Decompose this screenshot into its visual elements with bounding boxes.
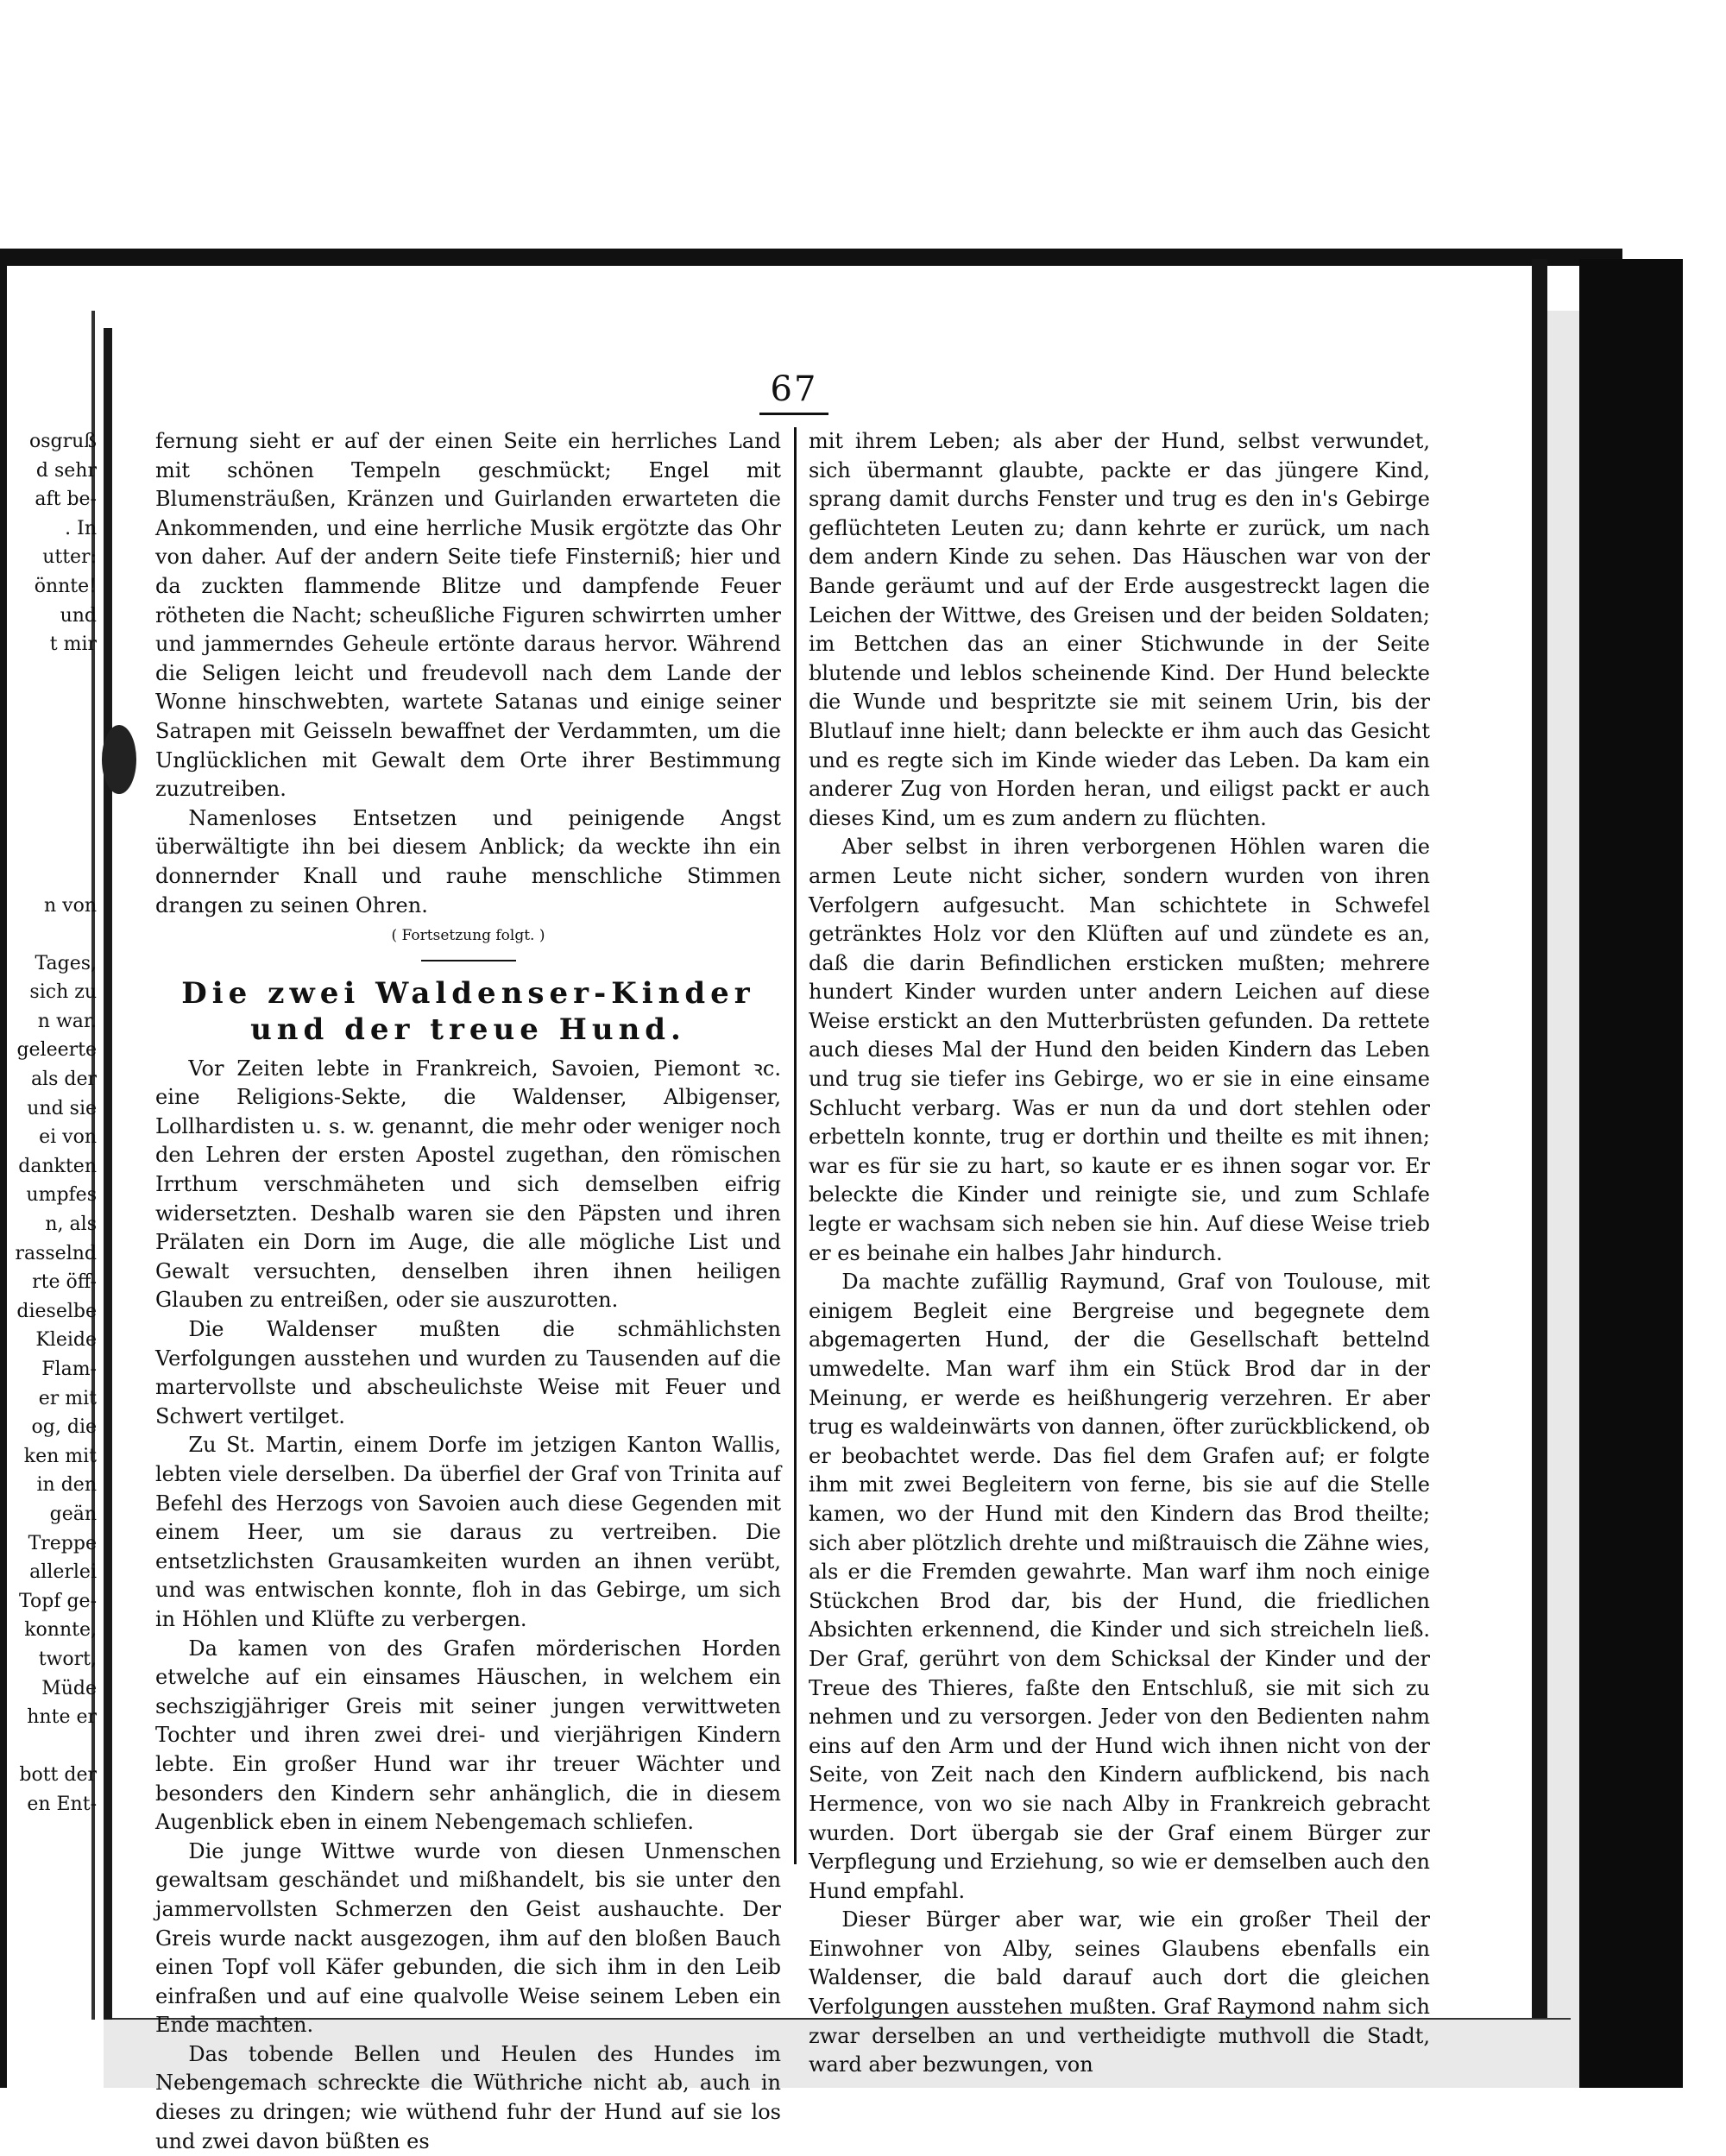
- left-page-fragment-line: Müde: [41, 1677, 97, 1699]
- left-page-fragment-line: Kleide: [35, 1329, 97, 1352]
- scan-top-border: [0, 249, 1622, 266]
- left-page-fragment-line: dankten: [18, 1155, 97, 1177]
- left-page-fragment-line: konnte,: [24, 1619, 97, 1642]
- section-divider: [421, 960, 516, 961]
- ink-blot: [102, 725, 136, 794]
- left-page-fragment-line: Tages,: [35, 952, 97, 974]
- left-page-fragment-line: osgruß: [29, 431, 97, 452]
- paragraph: Dieser Bürger aber war, wie ein großer Theil der Einwohner von Alby, seines Glaubens ebenfalls ein Waldenser, die bald darauf auch dort die gleichen Verfolgungen ausstehen mußten. Graf Raymond nahm sich zwar derselben an und vertheidigte muthvoll die Stadt, ward aber bezwungen, von: [809, 1907, 1430, 2077]
- article-title: Die zwei Waldenser-Kinder und der treue Hund.: [181, 975, 755, 1047]
- left-page-fragment-line: en Ent-: [27, 1793, 97, 1815]
- left-page-fragment-line: [7, 920, 97, 949]
- left-page-fragment-line: og, die: [31, 1416, 97, 1439]
- left-page-fragment-line: [7, 688, 97, 717]
- left-page-fragment-line: [7, 747, 97, 776]
- paragraph: Da machte zufällig Raymund, Graf von Toulouse, mit einigem Begleit eine Bergreise und begegnete dem abgemagerten Hund, der die Gesellschaft bettelnd umwedelte. Man warf ihm ein Stück Brod dar in der Meinung, er werde es heißhungerig verzehren. Er aber trug es waldeinwärts von dannen, öfter zurückblickend, ob er beobachtet werde. Das fiel dem Grafen auf; er folgte ihm mit zwei Begleitern von ferne, bis sie auf die Stelle kamen, wo der Hund mit den Kindern das Brod theilte; sich aber plötzlich drehte und mißtrauisch die Zähne wies, als er die Fremden gewahrte. Man warf ihm noch einige Stückchen Brod dar, bis der Hund, die friedlichen Absichten erkennend, die Kinder und sich streicheln ließ. Der Graf, gerührt von dem Schicksal der Kinder und der Treue des Thieres, faßte den Entschluß, sie mit sich zu nehmen und zu versorgen. Jeder von den Bedienten nahm eins auf den Arm und der Hund wich ihnen nicht von der Seite, von Zeit nach den Kindern aufblickend, bis nach Hermence, von wo sie nach Alby in Frankreich gebracht wurden. Dort übergab sie der Graf einem Bürger zur Verpflegung und Erziehung, so wie er demselben auch den Hund empfahl.: [809, 1270, 1430, 1903]
- paragraph: Die Waldenser mußten die schmählichsten Verfolgungen ausstehen und wurden zu Tausenden auf die martervollste und abscheulichste Weise mit Feuer und Schwert vertilget.: [155, 1317, 781, 1428]
- left-page-fragment-line: . In: [65, 517, 97, 539]
- left-page-fragment-line: önnte!: [34, 575, 97, 597]
- paragraph: Da kamen von des Grafen mörderischen Horden etwelche auf ein einsames Häuschen, in welchem ein sechszigjähriger Greis mit seiner jungen verwittweten Tochter und ihren zwei drei- und vierjährigen Kindern lebte. Ein großer Hund war ihr treuer Wächter und besonders den Kindern sehr anhänglich, die in diesem Augenblick eben in einem Nebengemach schliefen.: [155, 1636, 781, 1835]
- paragraph: Das tobende Bellen und Heulen des Hundes im Nebengemach schreckte die Wüthriche nicht ab, auch in dieses zu dringen; wie wüthend fuhr der Hund auf sie los und zwei davon büßten es: [155, 2041, 781, 2153]
- left-page-fragment-line: [7, 659, 97, 689]
- left-page-fragment-line: geän: [49, 1503, 97, 1525]
- left-page-fragment-line: bott der: [19, 1764, 97, 1787]
- left-page-fragment-line: in den: [36, 1474, 97, 1497]
- page-edge-shadow: [1547, 311, 1579, 2088]
- left-page-fragment-line: t mir: [49, 634, 97, 656]
- left-page-fragment-line: rasselnd: [15, 1242, 97, 1264]
- left-column: [155, 427, 781, 2156]
- left-page-fragment-line: sich zu: [29, 981, 97, 1004]
- left-page-fragment-line: und: [60, 604, 97, 627]
- left-page-fragment-line: [7, 862, 97, 892]
- paragraph: Zu St. Martin, einem Dorfe im jetzigen Kanton Wallis, lebten viele derselben. Da überfiel der Graf von Trinita auf Befehl des Herzogs von Savoien auch diese Gegenden mit einem Heer, um sie daraus zu vertreiben. Die entsetzlichsten Grausamkeiten wurden an ihnen verübt, und was entwischen konnte, floh in das Gebirge, um sich in Höhlen und Klüfte zu verbergen.: [155, 1433, 781, 1631]
- paragraph: Aber selbst in ihren verborgenen Höhlen waren die armen Leute nicht sicher, sondern wurden von ihren Verfolgern aufgesucht. Man schichtete in Schwefel getränktes Holz vor den Klüften auf und zündete es an, daß die darin Befindlichen ersticken mußten; mehrere hundert Kinder wurden unter andern Leichen auf diese Weise erstickt an den Mutterbrüsten gefunden. Da rettete auch dieses Mal der Hund den beiden Kindern das Leben und trug sie tiefer ins Gebirge, wo er sie in eine einsame Schlucht verbarg. Was er nun da und dort stehlen oder erbetteln konnte, trug er dorthin und theilte es mit ihnen; war es für sie zu hart, so kaute er es ihnen sogar vor. Er beleckte die Kinder und reinigte sie, und zum Schlafe legte er wachsam sich neben sie hin. Auf diese Weise trieb er es beinahe ein halbes Jahr hindurch.: [809, 835, 1430, 1265]
- column-divider: [794, 427, 797, 1864]
- left-page-fragment-line: ken mit: [23, 1445, 97, 1467]
- left-page-fragment-line: [7, 775, 97, 804]
- left-page-fragment-line: rte öff-: [32, 1271, 97, 1294]
- paragraph: fernung sieht er auf der einen Seite ein herrliches Land mit schönen Tempeln geschmückt; Engel mit Blumensträußen, Kränzen und Guirlanden erwarteten die Ankommenden, und eine herrliche Musik ergötzte das Ohr von daher. Auf der andern Seite tiefe Finsterniß; hier und da zuckten flammende Blitze und dampfende Feuer rötheten die Nacht; scheußliche Figuren schwirrten umher und jammerndes Geheule ertönte daraus hervor. Während die Seligen leicht und freudevoll nach dem Lande der Wonne hinschwebten, wartete Satanas und einige seiner Satrapen mit Geisseln bewaffnet der Verdammten, um die Unglücklichen mit Gewalt dem Orte ihrer Bestimmung zuzutreiben.: [155, 429, 781, 802]
- paragraph: Die junge Wittwe wurde von diesen Unmenschen gewaltsam geschändet und mißhandelt, bis sie unter den jammervollsten Schmerzen den Geist aushauchte. Der Greis wurde nackt ausgezogen, ihm auf den bloßen Bauch einen Topf voll Käfer gebunden, die sich ihm in den Leib einfraßen und auf eine qualvolle Weise seinem Leben ein Ende machten.: [155, 1838, 781, 2038]
- left-page-fragment-line: d sehr: [35, 459, 97, 482]
- page-number-rule: [759, 413, 828, 415]
- left-page-fragment-line: twort,: [38, 1648, 97, 1670]
- paragraph: mit ihrem Leben; als aber der Hund, selbst verwundet, sich übermannt glaubte, packte er das jüngere Kind, sprang damit durchs Fenster und trug es den in's Gebirge geflüchteten Leuten zu; dann kehrte er zurück, um nach dem andern Kinde zu sehen. Das Häuschen war von der Bande geräumt und auf der Erde ausgestreckt lagen die Leichen der Wittwe, des Greisen und der beiden Soldaten; im Bettchen das an einer Stichwunde in der Seite blutende und leblos scheinende Kind. Der Hund beleckte die Wunde und bespritzte sie mit seinem Urin, bis der Blutlauf inne hielt; dann beleckte er ihm auch das Gesicht und es regte sich im Kinde wieder das Leben. Da kam ein anderer Zug von Horden heran, und eiligst packt er auch dieses Kind, um es zum andern zu flüchten.: [809, 429, 1430, 830]
- left-page-fragment: [7, 427, 97, 2015]
- left-page-fragment-line: Flam-: [41, 1359, 97, 1380]
- left-page-fragment-line: allerlei: [29, 1561, 97, 1584]
- left-page-fragment-line: [7, 833, 97, 862]
- left-page-fragment-line: ei von: [39, 1126, 97, 1149]
- right-column: [809, 427, 1430, 2080]
- left-page-fragment-line: hnte er: [27, 1706, 97, 1729]
- book-gutter: [104, 328, 112, 2020]
- paragraph: Vor Zeiten lebte in Frankreich, Savoien, Piemont ꝛc. eine Religions-Sekte, die Waldenser, Albigenser, Lollhardisten u. s. w. genannt, die mehr oder weniger noch den Lehren der ersten Apostel zugethan, den römischen Irrthum verschmäheten und sich demselben eifrig widersetzten. Deshalb waren sie den Päpsten und ihren Prälaten ein Dorn im Auge, die alle mögliche List und Gewalt versuchten, denselben ihren ihnen heiligen Glauben zu entreißen, oder sie auszurotten.: [155, 1056, 781, 1313]
- left-page-fragment-line: als der: [30, 1069, 97, 1091]
- left-page-fragment-line: umpfes: [26, 1184, 97, 1207]
- page-number: 67: [770, 369, 818, 409]
- scan-right-border: [1532, 259, 1547, 2088]
- left-page-fragment-line: dieselbe: [16, 1300, 97, 1322]
- scan-right-margin: [1579, 259, 1683, 2088]
- scan-left-border: [0, 249, 7, 2088]
- left-page-fragment-line: und sie: [27, 1097, 97, 1119]
- left-page-fragment-line: geleerte: [16, 1039, 97, 1062]
- left-page-fragment-line: utter:: [42, 546, 97, 569]
- continued-note: ( Fortsetzung folgt. ): [391, 927, 545, 945]
- left-page-fragment-line: n war.: [37, 1010, 97, 1032]
- paragraph: Namenloses Entsetzen und peinigende Angst überwältigte ihn bei diesem Anblick; da weckte ihn ein donnernder Knall und rauhe menschliche Stimmen drangen zu seinen Ohren.: [155, 805, 781, 917]
- left-page-fragment-line: Topf ge-: [19, 1590, 97, 1612]
- left-page-fragment-line: aft be-: [35, 489, 97, 511]
- left-page-fragment-line: [7, 1732, 97, 1762]
- left-page-fragment-line: er mit: [38, 1387, 97, 1409]
- left-page-fragment-line: Treppe: [28, 1532, 97, 1554]
- left-page-fragment-line: n, als: [45, 1214, 97, 1236]
- left-page-fragment-line: n von: [43, 894, 97, 917]
- left-page-fragment-line: [7, 804, 97, 834]
- left-page-fragment-line: [7, 717, 97, 747]
